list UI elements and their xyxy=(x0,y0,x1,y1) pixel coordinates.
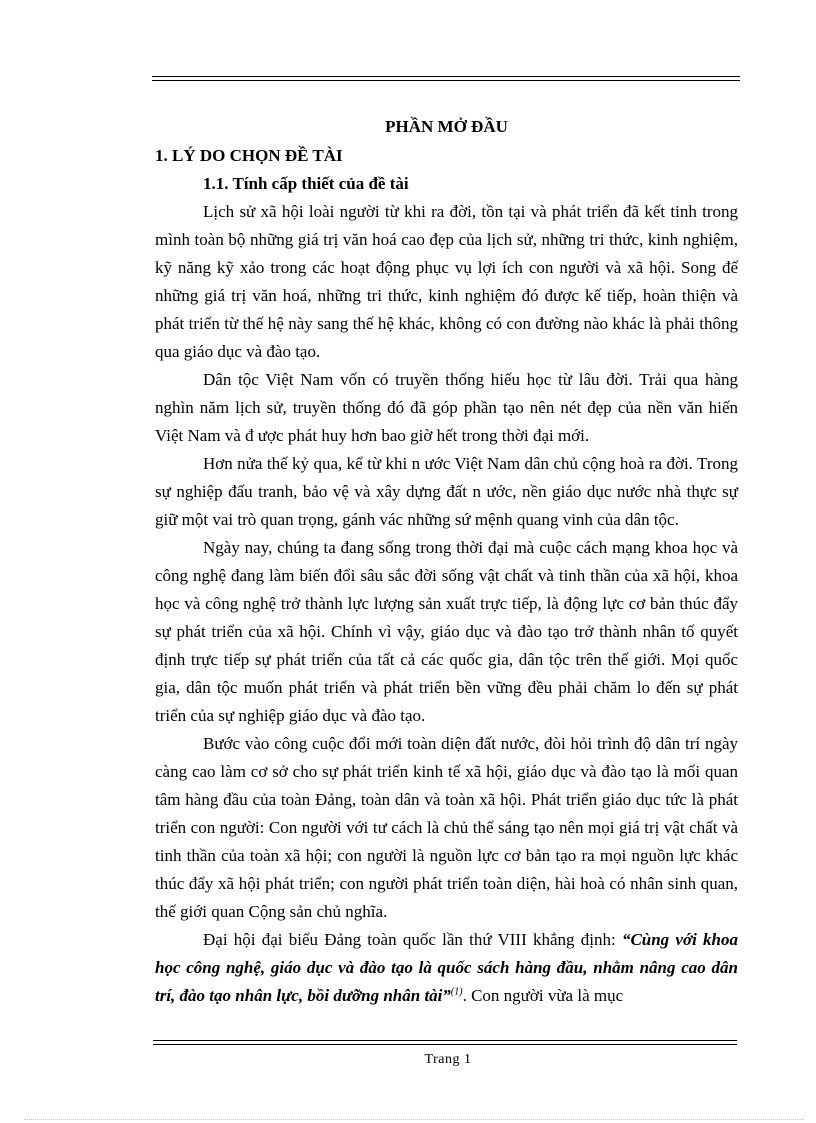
part-title: PHẦN MỞ ĐẦU xyxy=(385,117,508,136)
paragraph-3: Hơn nửa thế kỷ qua, kể từ khi n ước Việt Nam dân chủ cộng hoà ra đời. Trong sự nghiệp đấu tranh, bảo vệ và xây dựng đất n ước, nền giáo dục nước nhà thực sự giữ một vai trò quan trọng, gánh vác những sứ mệnh quang vinh của dân tộc. xyxy=(155,454,738,529)
paragraph-5: Bước vào công cuộc đổi mới toàn diện đất nước, đòi hỏi trình độ dân trí ngày càng cao làm cơ sở cho sự phát triển kinh tế xã hội, giáo dục và đào tạo là mối quan tâm hàng đầu của toàn Đảng, toàn dân và toàn xã hội. Phát triển giáo dục tức là phát triển con người: Con người với tư cách là chủ thể sáng tạo nên mọi giá trị vật chất và tinh thần của toàn xã hội; con người là nguồn lực cơ bản tạo ra mọi nguồn lực khác thúc đẩy xã hội phát triển; con người phát triển toàn diện, hài hoà có nhân sinh quan, thế giới quan Cộng sản chủ nghĩa. xyxy=(155,734,738,921)
footnote-marker: (1) xyxy=(450,986,463,998)
paragraph-4: Ngày nay, chúng ta đang sống trong thời đại mà cuộc cách mạng khoa học và công nghệ đang làm biến đổi sâu sắc đời sống vật chất và tinh thần của xã hội, khoa học và công nghệ trở thành lực lượng sản xuất trực tiếp, là động lực cơ bản thúc đẩy sự phát triển của xã hội. Chính vì vậy, giáo dục và đào tạo trở thành nhân tố quyết định trực tiếp sự phát triển của tất cả các quốc gia, dân tộc trên thế giới. Mọi quốc gia, dân tộc muốn phát triển và phát triển bền vững đều phải chăm lo đến sự phát triển của sự nghiệp giáo dục và đào tạo. xyxy=(155,538,738,725)
document-body xyxy=(155,112,738,1010)
header-double-rule xyxy=(152,76,740,81)
paragraph-1: Lịch sử xã hội loài người từ khi ra đời, tồn tại và phát triển đã kết tinh trong mình toàn bộ những giá trị văn hoá cao đẹp của lịch sử, những tri thức, kinh nghiệm, kỹ năng kỹ xảo trong các hoạt động phục vụ lợi ích con người và xã hội. Song để những giá trị văn hoá, những tri thức, kinh nghiệm đó được kế tiếp, hoàn thiện và phát triển từ thế hệ này sang thế hệ khác, không có con đường nào khác là phải thông qua giáo dục và đào tạo. xyxy=(155,202,738,361)
party-congress-quote: “Cùng với khoa học công nghệ, giáo dục và đào tạo là quốc sách hàng đầu, nhằm nâng cao dân trí, đào tạo nhân lực, bồi dưỡng nhân tài” xyxy=(155,930,739,1005)
page-edge-dotted-line xyxy=(24,1119,804,1121)
page-number: Trang 1 xyxy=(424,1052,472,1067)
subsection-title: 1.1. Tính cấp thiết của đề tài xyxy=(203,174,409,193)
paragraph-6-lead: Đại hội đại biểu Đảng toàn quốc lần thứ VIII khẳng định: xyxy=(203,930,622,949)
section-title: 1. LÝ DO CHỌN ĐỀ TÀI xyxy=(155,146,343,165)
paragraph-6 xyxy=(155,926,738,1010)
footer-double-rule xyxy=(153,1040,737,1045)
paragraph-6-tail: . Con người vừa là mục xyxy=(462,986,624,1005)
paragraph-2: Dân tộc Việt Nam vốn có truyền thống hiếu học từ lâu đời. Trải qua hàng nghìn năm lịch sử, truyền thống đó đã góp phần tạo nên nét đẹp của nền văn hiến Việt Nam và đ ược phát huy hơn bao giờ hết trong thời đại mới. xyxy=(155,370,738,445)
